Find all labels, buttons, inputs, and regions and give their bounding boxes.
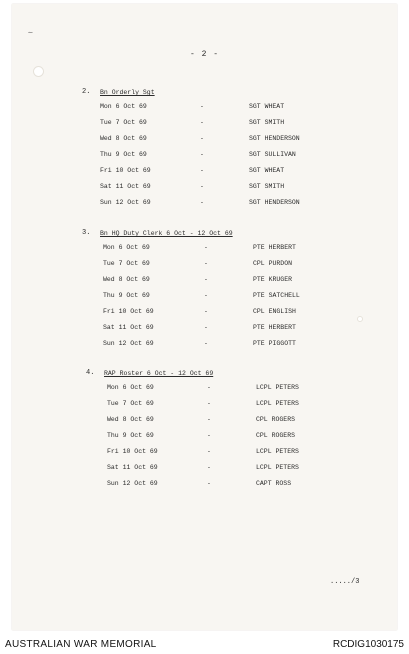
roster-name: PTE KRUGER: [253, 276, 293, 283]
roster-date: Wed 8 Oct 69: [100, 135, 147, 142]
continuation-marker: ...../3: [330, 578, 360, 586]
roster-dash: -: [204, 244, 208, 251]
roster-row: [0, 400, 409, 412]
roster-date: Wed 8 Oct 69: [107, 416, 154, 423]
roster-name: CPL ROGERS: [256, 432, 296, 439]
roster-row: [0, 432, 409, 444]
roster-date: Sat 11 Oct 69: [107, 464, 158, 471]
roster-name: LCPL PETERS: [256, 384, 299, 391]
roster-name: CPL ROGERS: [256, 416, 296, 423]
roster-name: PTE SATCHELL: [253, 292, 300, 299]
roster-dash: -: [207, 384, 211, 391]
page-number: - 2 -: [190, 50, 220, 59]
roster-dash: -: [207, 400, 211, 407]
roster-row: [0, 260, 409, 272]
roster-row: [0, 103, 409, 115]
roster-row: [0, 448, 409, 460]
roster-date: Tue 7 Oct 69: [103, 260, 150, 267]
roster-row: [0, 464, 409, 476]
roster-name: CAPT ROSS: [256, 480, 292, 487]
roster-date: Sun 12 Oct 69: [107, 480, 158, 487]
roster-name: CPL ENGLISH: [253, 308, 296, 315]
roster-name: PTE HERBERT: [253, 244, 296, 251]
roster-dash: -: [204, 260, 208, 267]
roster-row: [0, 480, 409, 492]
roster-name: SGT WHEAT: [249, 167, 285, 174]
roster-dash: -: [204, 308, 208, 315]
footer-id: RCDIG1030175: [332, 639, 404, 650]
roster-dash: -: [207, 480, 211, 487]
roster-dash: -: [204, 276, 208, 283]
section-number: 4.: [86, 369, 95, 377]
footer-source: AUSTRALIAN WAR MEMORIAL: [5, 639, 157, 650]
roster-row: [0, 384, 409, 396]
roster-date: Fri 10 Oct 69: [100, 167, 151, 174]
roster-row: [0, 167, 409, 179]
roster-date: Sun 12 Oct 69: [100, 199, 151, 206]
roster-row: [0, 276, 409, 288]
roster-dash: -: [200, 119, 204, 126]
roster-dash: -: [200, 103, 204, 110]
section-heading: RAP Roster 6 Oct - 12 Oct 69: [104, 370, 214, 377]
roster-dash: -: [207, 432, 211, 439]
roster-dash: -: [207, 448, 211, 455]
roster-dash: -: [200, 199, 204, 206]
roster-date: Sat 11 Oct 69: [100, 183, 151, 190]
roster-date: Thu 9 Oct 69: [107, 432, 154, 439]
roster-date: Mon 6 Oct 69: [100, 103, 147, 110]
roster-dash: -: [207, 416, 211, 423]
roster-date: Sun 12 Oct 69: [103, 340, 154, 347]
section-heading: Bn HQ Duty Clerk 6 Oct - 12 Oct 69: [100, 230, 233, 237]
roster-row: [0, 199, 409, 211]
roster-date: Sat 11 Oct 69: [103, 324, 154, 331]
roster-date: Mon 6 Oct 69: [103, 244, 150, 251]
roster-dash: -: [207, 464, 211, 471]
archive-footer: [0, 636, 409, 654]
roster-dash: -: [204, 292, 208, 299]
roster-dash: -: [204, 324, 208, 331]
pencil-mark-icon: ∼: [28, 29, 33, 38]
roster-name: SGT SULLIVAN: [249, 151, 296, 158]
roster-date: Tue 7 Oct 69: [107, 400, 154, 407]
punch-hole: [33, 66, 44, 77]
roster-date: Thu 9 Oct 69: [100, 151, 147, 158]
roster-row: [0, 135, 409, 147]
roster-dash: -: [200, 151, 204, 158]
roster-dash: -: [200, 183, 204, 190]
roster-date: Wed 8 Oct 69: [103, 276, 150, 283]
roster-name: SGT SMITH: [249, 183, 285, 190]
roster-date: Mon 6 Oct 69: [107, 384, 154, 391]
roster-name: SGT SMITH: [249, 119, 285, 126]
roster-name: SGT HENDERSON: [249, 199, 300, 206]
roster-row: [0, 308, 409, 320]
roster-dash: -: [200, 167, 204, 174]
section-heading: Bn Orderly Sgt: [100, 89, 155, 96]
roster-row: [0, 340, 409, 352]
roster-name: LCPL PETERS: [256, 464, 299, 471]
roster-date: Thu 9 Oct 69: [103, 292, 150, 299]
section-number: 3.: [82, 229, 91, 237]
roster-row: [0, 324, 409, 336]
roster-dash: -: [204, 340, 208, 347]
roster-name: SGT WHEAT: [249, 103, 285, 110]
roster-row: [0, 416, 409, 428]
roster-date: Tue 7 Oct 69: [100, 119, 147, 126]
roster-name: CPL PURDON: [253, 260, 293, 267]
roster-row: [0, 151, 409, 163]
roster-name: PTE HERBERT: [253, 324, 296, 331]
roster-dash: -: [200, 135, 204, 142]
roster-name: PTE PIGGOTT: [253, 340, 296, 347]
roster-name: LCPL PETERS: [256, 400, 299, 407]
roster-row: [0, 244, 409, 256]
roster-name: SGT HENDERSON: [249, 135, 300, 142]
roster-date: Fri 10 Oct 69: [107, 448, 158, 455]
roster-row: [0, 119, 409, 131]
roster-row: [0, 292, 409, 304]
roster-name: LCPL PETERS: [256, 448, 299, 455]
roster-date: Fri 10 Oct 69: [103, 308, 154, 315]
roster-row: [0, 183, 409, 195]
section-number: 2.: [82, 88, 91, 96]
